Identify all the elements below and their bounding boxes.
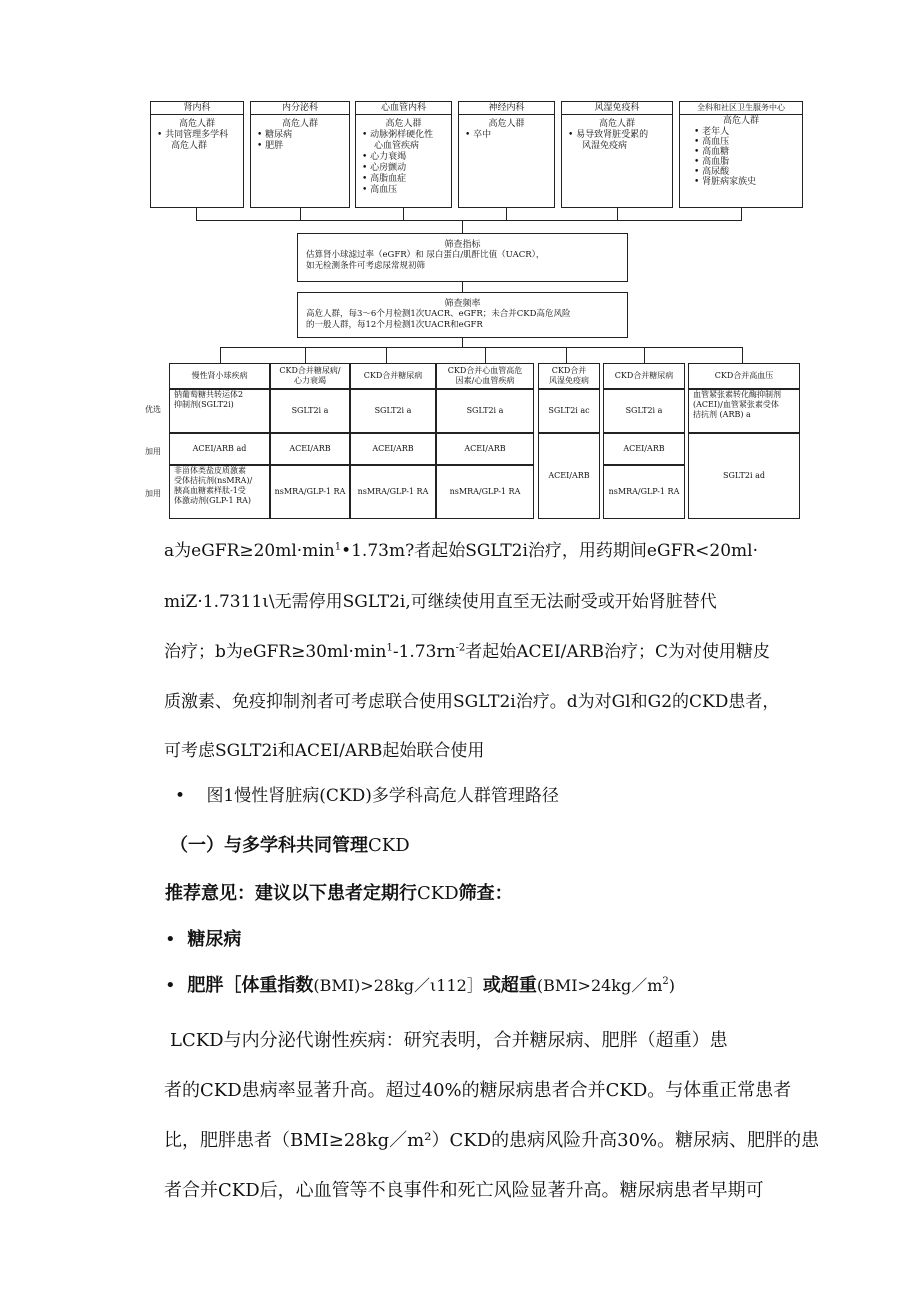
paragraph-line: LCKD与内分泌代谢性疾病：研究表明，合并糖尿病、肥胖（超重）患 [170, 1030, 728, 1051]
row-label-add: 加用 [145, 447, 161, 456]
connector-line [220, 347, 743, 348]
add-cell: ACEI/ARB ad [169, 433, 270, 465]
footnote-line: miZ·1.7311ι\无需停用SGLT2i,可继续使用直至无法耐受或开始肾脏替代 [164, 592, 717, 612]
screening-indicator-title: 筛查指标 [444, 240, 481, 250]
dept-item: 风湿免疫病 [582, 141, 628, 151]
connector-line [462, 338, 463, 347]
bullet-icon: • [165, 975, 176, 996]
section-heading: （一）与多学科共同管理CKD [170, 835, 410, 856]
add-cell: nsMRA/GLP-1 RA [270, 465, 350, 519]
connector-line [506, 208, 507, 220]
connector-line [220, 347, 221, 363]
connector-line [742, 347, 743, 363]
row-label-preferred: 优选 [145, 405, 161, 414]
dept-item: • 高血压 [694, 137, 730, 147]
dept-box-general-practice [679, 101, 803, 208]
screening-frequency-line: 的一般人群，每12个月检测1次UACR和eGFR [306, 320, 483, 330]
recommendation-line: 推荐意见：建议以下患者定期行CKD筛查： [165, 883, 513, 904]
connector-line [196, 208, 197, 220]
footnote-line: 可考虑SGLT2i和ACEI/ARB起始联合使用 [164, 741, 485, 761]
paragraph-line: 者合并CKD后，心血管等不良事件和死亡风险显著升高。糖尿病患者早期可 [164, 1180, 764, 1201]
dept-item: • 高血压 [362, 185, 398, 195]
dept-item: • 高脂血症 [362, 174, 407, 184]
footnote-line: 治疗；b为$eGFR\ge 30ml\cdot\min^1-1.73rn^{-2}$者起始ACEI/ARB治疗；C为对使用糖皮 [164, 642, 770, 662]
row-label-add: 加用 [145, 489, 161, 498]
preferred-cell: SGLT2i ac [538, 389, 600, 433]
dept-item: • 心力衰竭 [362, 152, 407, 162]
add-merged-cell: SGLT2i ad [688, 433, 800, 519]
dept-title: 内分泌科 [251, 102, 349, 115]
connector-line [300, 208, 301, 220]
screening-indicator-line: 估算肾小球滤过率（eGFR）和 尿白蛋白/肌酐比值（UACR）， [306, 250, 545, 260]
screening-indicator-box [297, 233, 628, 282]
dept-box-nephrology [150, 101, 244, 208]
add-cell: nsMRA/GLP-1 RA [350, 465, 436, 519]
screening-frequency-line: 高危人群，每3～6个月检测1次UACR、eGFR；未合并CKD高危风险 [306, 309, 571, 319]
connector-line [462, 220, 463, 233]
dept-heading: 高危人群 [178, 119, 215, 129]
dept-box-rheumatology [561, 101, 673, 208]
footnote-line: 质激素、免疫抑制剂者可考虑联合使用SGLT2i治疗。d为对Gl和G2的CKD患者， [164, 692, 780, 712]
connector-line [644, 347, 645, 363]
bullet-icon: • [175, 786, 186, 806]
dept-item: • 卒中 [465, 130, 492, 140]
screening-indicator-line: 如无检测条件可考虑尿常规初筛 [306, 261, 426, 271]
column-title: CKD合并糖尿病 [603, 363, 685, 389]
connector-line [741, 208, 742, 220]
column-title: CKD合并糖尿病/ 心力衰竭 [270, 363, 350, 389]
preferred-cell: 血管紧张素转化酶抑制剂 (ACEI)/血管紧张素受体 拮抗剂 (ARB) a [688, 389, 800, 433]
dept-item: • 易导致肾脏受累的 [568, 130, 649, 140]
dept-heading: 高危人群 [281, 119, 318, 129]
add-cell: nsMRA/GLP-1 RA [603, 465, 685, 519]
dept-title: 风湿免疫科 [562, 102, 672, 115]
dept-heading: 高危人群 [598, 119, 635, 129]
column-title: CKD合并心血管高危 因素/心血管疾病 [436, 363, 534, 389]
connector-line [617, 208, 618, 220]
add-cell: ACEI/ARB [603, 433, 685, 465]
preferred-cell: SGLT2i a [603, 389, 685, 433]
connector-line [485, 347, 486, 363]
add-cell: ACEI/ARB [350, 433, 436, 465]
dept-box-endocrinology [250, 101, 350, 208]
add-merged-cell: ACEI/ARB [538, 433, 600, 519]
add-cell: 非甾体类盐皮质激素 受体拮抗剂(nsMRA)/ 胰高血糖素样肽-1受 体激动剂(GLP-1 RA) [169, 465, 270, 519]
dept-item: • 肾脏病家族史 [694, 177, 757, 187]
dept-title: 肾内科 [151, 102, 243, 115]
connector-line [196, 220, 742, 221]
dept-item: 高危人群 [171, 141, 208, 151]
column-title: 慢性肾小球疾病 [169, 363, 270, 389]
paragraph-line: 比，肥胖患者（BMI≥28kg／m²）CKD的患病风险升高30%。糖尿病、肥胖的患 [164, 1130, 820, 1151]
preferred-cell: 钠葡萄糖共转运体2 抑制剂(SGLT2i) [169, 389, 270, 433]
dept-box-neurology [458, 101, 555, 208]
dept-heading: 高危人群 [385, 119, 422, 129]
dept-item: • 高血脂 [694, 157, 730, 167]
connector-line [403, 208, 404, 220]
figure-caption: • 图1慢性肾脏病(CKD)多学科高危人群管理路径 [175, 786, 559, 806]
dept-item: • 糖尿病 [257, 130, 293, 140]
connector-line [305, 347, 306, 363]
screening-frequency-title: 筛查频率 [444, 299, 481, 309]
dept-item: • 心房颤动 [362, 163, 407, 173]
preferred-cell: SGLT2i a [270, 389, 350, 433]
dept-title: 全科和社区卫生服务中心 [680, 102, 802, 115]
dept-item: • 老年人 [694, 127, 730, 137]
dept-item: • 高尿酸 [694, 167, 730, 177]
column-title: CKD合并 风湿免疫病 [538, 363, 600, 389]
dept-heading: 高危人群 [488, 119, 525, 129]
preferred-cell: SGLT2i a [350, 389, 436, 433]
add-cell: ACEI/ARB [436, 433, 534, 465]
dept-item: 心血管疾病 [374, 141, 420, 151]
dept-title: 心血管内科 [356, 102, 451, 115]
dept-item: • 高血糖 [694, 147, 730, 157]
dept-box-cardiology [355, 101, 452, 208]
add-cell: ACEI/ARB [270, 433, 350, 465]
dept-item: • 共同管理多学科 [157, 130, 229, 140]
bullet-icon: • [165, 929, 176, 950]
paragraph-line: 者的CKD患病率显著升高。超过40%的糖尿病患者合并CKD。与体重正常患者 [164, 1080, 792, 1101]
connector-line [462, 282, 463, 292]
preferred-cell: SGLT2i a [436, 389, 534, 433]
connector-line [566, 347, 567, 363]
screening-frequency-box [297, 292, 628, 338]
footnote-line: a为$eGFR\ge 20ml\cdot\min^1•1.73m$?者起始SGLT2i治疗，用药期间eGFR<20ml· [164, 541, 759, 561]
bullet-item: • 糖尿病 [165, 929, 242, 950]
dept-title: 神经内科 [459, 102, 554, 115]
column-title: CKD合并高血压 [688, 363, 800, 389]
dept-item: • 肥胖 [257, 141, 284, 151]
add-cell: nsMRA/GLP-1 RA [436, 465, 534, 519]
bullet-item: • 肥胖［体重指数(BMI)>28kg／ι112］或超重$(BMI>24kg/m^2)$ [165, 975, 676, 996]
column-title: CKD合并糖尿病 [350, 363, 436, 389]
connector-line [386, 347, 387, 363]
dept-heading: 高危人群 [722, 116, 759, 126]
dept-item: • 动脉粥样硬化性 [362, 130, 434, 140]
